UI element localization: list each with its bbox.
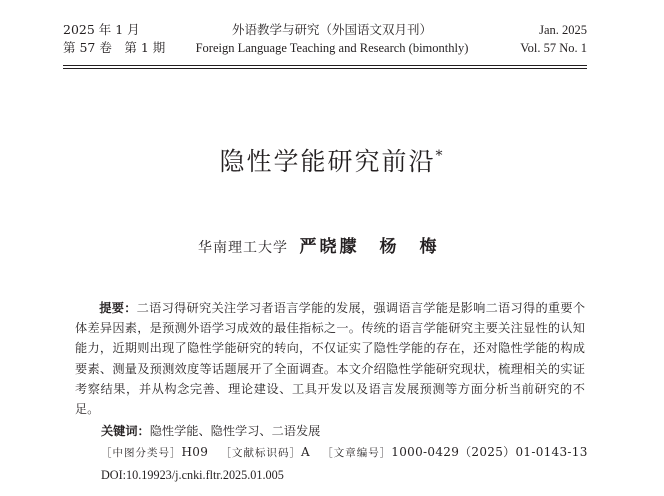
- abstract-label: 提要：: [99, 301, 137, 315]
- article-title: [0, 142, 664, 178]
- institution: 华南理工大学: [198, 240, 288, 256]
- abstract: [75, 298, 585, 419]
- keywords-text: 隐性学能、隐性学习、二语发展: [149, 424, 321, 438]
- header-rule-thin: [63, 68, 587, 69]
- title-footnote-mark: *: [435, 148, 445, 164]
- abstract-text: 二语习得研究关注学习者语言学能的发展，强调语言学能是影响二语习得的重要个体差异因素，是预测外语学习成效的最佳指标之一。传统的语言学能研究主要关注显性的认知能力，近期则出现了隐性学能研究的转向，不仅证实了隐性学能的存在，还对隐性学能的构成要素、测量及预测效度等话题展开了全面调查。本文介绍隐性学能研究现状，梳理相关的实证考察结果，并从构念完善、理论建设、工具开发以及语言发展预测等方面分析当前研究的不足。: [75, 301, 586, 417]
- authors: 严晓朦 杨 梅: [299, 237, 440, 257]
- journal-date-volume-en: [520, 22, 587, 56]
- keywords: [101, 422, 320, 439]
- title-text: 隐性学能研究前沿: [219, 147, 436, 176]
- clc-value: H09: [181, 445, 209, 459]
- classification-line: [101, 443, 588, 460]
- journal-name-en: Foreign Language Teaching and Research (bimonthly): [195, 41, 469, 55]
- clc-label: ［中图分类号］: [101, 447, 182, 459]
- affiliation-line: [198, 232, 439, 257]
- article-number-label: ［文章编号］: [322, 447, 392, 459]
- issue-date-en: Jan. 2025: [539, 23, 587, 37]
- doc-code-label: ［文献标识码］: [220, 447, 301, 459]
- header-rule-thick: [63, 65, 587, 66]
- issue-date: 2025 年 1 月: [63, 22, 140, 37]
- doc-code-value: A: [300, 445, 310, 459]
- article-number-value: 1000-0429（2025）01-0143-13: [391, 445, 588, 459]
- keywords-label: 关键词：: [101, 424, 150, 438]
- journal-name-cn: 外语教学与研究（外国语文双月刊）: [231, 22, 432, 37]
- volume-issue: 第 57 卷 第 1 期: [63, 40, 166, 55]
- volume-issue-en: Vol. 57 No. 1: [520, 41, 587, 55]
- doi[interactable]: DOI:10.19923/j.cnki.fltr.2025.01.005: [101, 468, 284, 482]
